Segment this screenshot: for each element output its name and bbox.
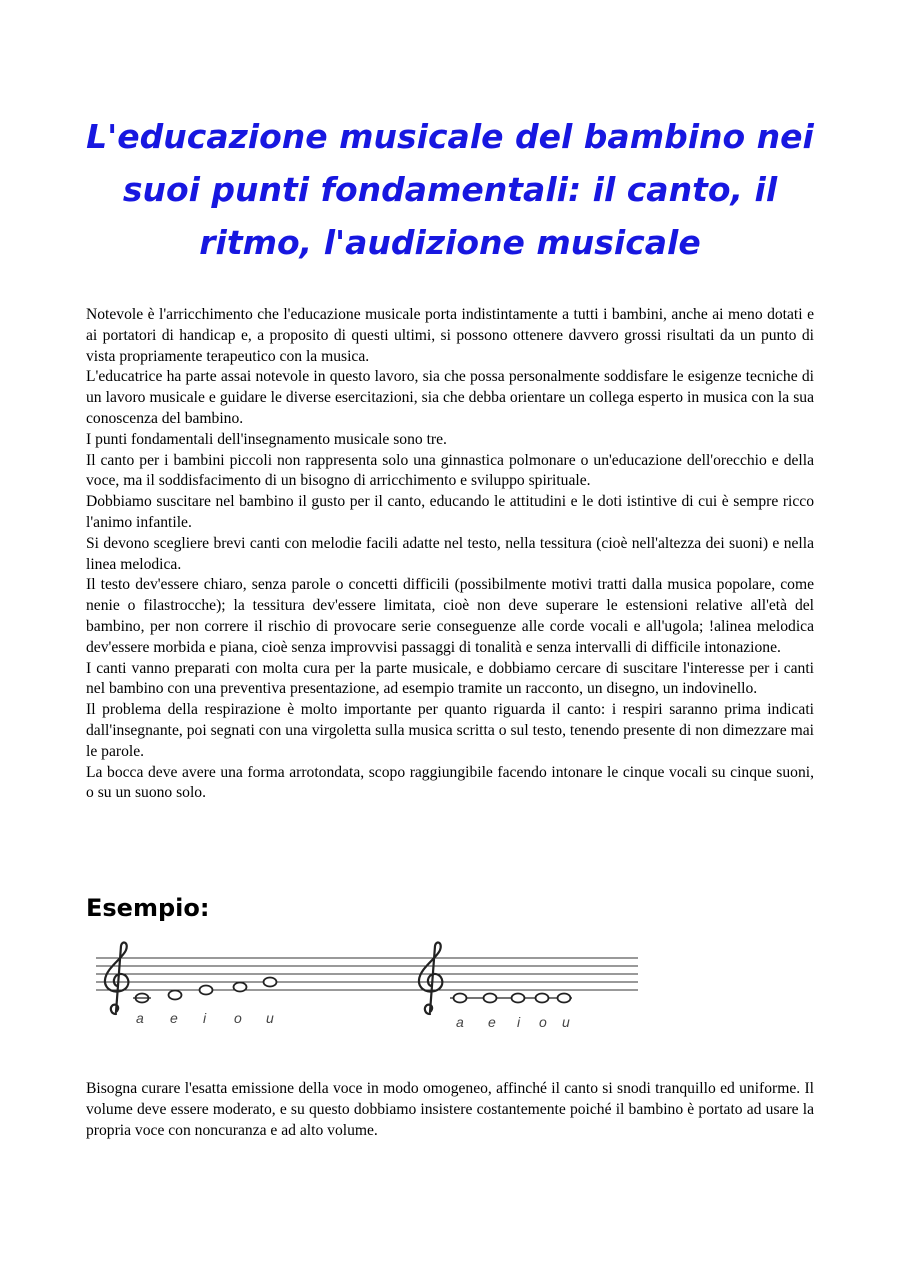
- page-title: L'educazione musicale del bambino nei suoi punti fondamentali: il canto, il ritmo, l'audizione musicale: [86, 117, 814, 262]
- right-notes: [450, 994, 572, 1003]
- whole-note-icon: [512, 994, 525, 1003]
- body-text: [86, 305, 814, 804]
- whole-note-icon: [454, 994, 467, 1003]
- paragraph: L'educatrice ha parte assai notevole in questo lavoro, sia che possa personalmente soddisfare le esigenze tecniche di un lavoro musicale e guidare le diverse esercitazioni, sia che debba orientare un collega esperto in musica con la sua conoscenza del bambino.: [86, 368, 814, 427]
- example-heading: Esempio:: [86, 894, 210, 922]
- vowel-label: o: [539, 1014, 547, 1030]
- paragraph: Il problema della respirazione è molto importante per quanto riguarda il canto: i respiri saranno prima indicati dall'insegnante, poi segnati con una virgoletta sulla musica scritta o sul testo, tenendo presente di non dimezzare mai le parole.: [86, 701, 814, 760]
- vowel-label: u: [562, 1014, 570, 1030]
- treble-clef-icon: [105, 943, 128, 1014]
- paragraph: I canti vanno preparati con molta cura per la parte musicale, e dobbiamo cercare di suscitare l'interesse per i canti nel bambino con una preventiva presentazione, ad esempio tramite un racconto, un disegno, un indovinello.: [86, 659, 814, 698]
- whole-note-icon: [558, 994, 571, 1003]
- paragraph: Si devono scegliere brevi canti con melodie facili adatte nel testo, nella tessitura (cioè nell'altezza dei suoni) e nella linea melodica.: [86, 534, 814, 573]
- paragraph: Notevole è l'arricchimento che l'educazione musicale porta indistintamente a tutti i bambini, anche ai meno dotati e ai portatori di handicap e, a proposito di questi ultimi, si possono ottenere davvero grossi risultati da un punto di vista propriamente terapeutico con la musica.: [86, 306, 814, 365]
- music-staff-image: [92, 938, 642, 1038]
- vowel-label: a: [136, 1010, 144, 1026]
- whole-note-icon: [484, 994, 497, 1003]
- whole-note-icon: [169, 991, 182, 1000]
- vowel-label: i: [517, 1014, 521, 1030]
- vowel-label: u: [266, 1010, 274, 1026]
- treble-clef-icon: [419, 943, 442, 1014]
- paragraph: I punti fondamentali dell'insegnamento musicale sono tre.: [86, 430, 447, 448]
- paragraph: Bisogna curare l'esatta emissione della voce in modo omogeneo, affinché il canto si snodi tranquillo ed uniforme. Il volume deve essere moderato, e su questo dobbiamo insistere costantemente poiché il bambino è portato ad usare la propria voce con noncuranza e ad alto volume.: [86, 1080, 814, 1139]
- paragraph: La bocca deve avere una forma arrotondata, scopo raggiungibile facendo intonare le cinque vocali su cinque suoni, o su un suono solo.: [86, 763, 814, 802]
- whole-note-icon: [264, 978, 277, 987]
- vowel-label: i: [203, 1010, 207, 1026]
- paragraph: Il canto per i bambini piccoli non rappresenta solo una ginnastica polmonare o un'educazione dell'orecchio e della voce, ma il soddisfacimento di un bisogno di arricchimento e sviluppo spirituale.: [86, 451, 814, 490]
- whole-note-icon: [200, 986, 213, 995]
- whole-note-icon: [536, 994, 549, 1003]
- paragraph: Dobbiamo suscitare nel bambino il gusto per il canto, educando le attitudini e le doti istintive di cui è sempre ricco l'animo infantile.: [86, 493, 814, 531]
- vowel-label: a: [456, 1014, 464, 1030]
- music-staff-figure: [92, 938, 642, 1038]
- vowel-label: e: [488, 1014, 496, 1030]
- vowel-label: o: [234, 1010, 242, 1026]
- staff-lines: [96, 958, 638, 990]
- whole-note-icon: [234, 983, 247, 992]
- vowel-label: e: [170, 1010, 178, 1026]
- closing-text: [86, 1079, 814, 1141]
- paragraph: Il testo dev'essere chiaro, senza parole o concetti difficili (possibilmente motivi tratti dalla musica popolare, come nenie o filastrocche); la tessitura dev'essere limitata, cioè non deve superare le estensioni relative all'età del bambino, per non correre il rischio di provocare serie conseguenze alle corde vocali e all'ugola; !alinea melodica dev'essere morbida e piana, cioè senza improvvisi passaggi di tonalità e senza intervalli di difficile intonazione.: [86, 576, 814, 656]
